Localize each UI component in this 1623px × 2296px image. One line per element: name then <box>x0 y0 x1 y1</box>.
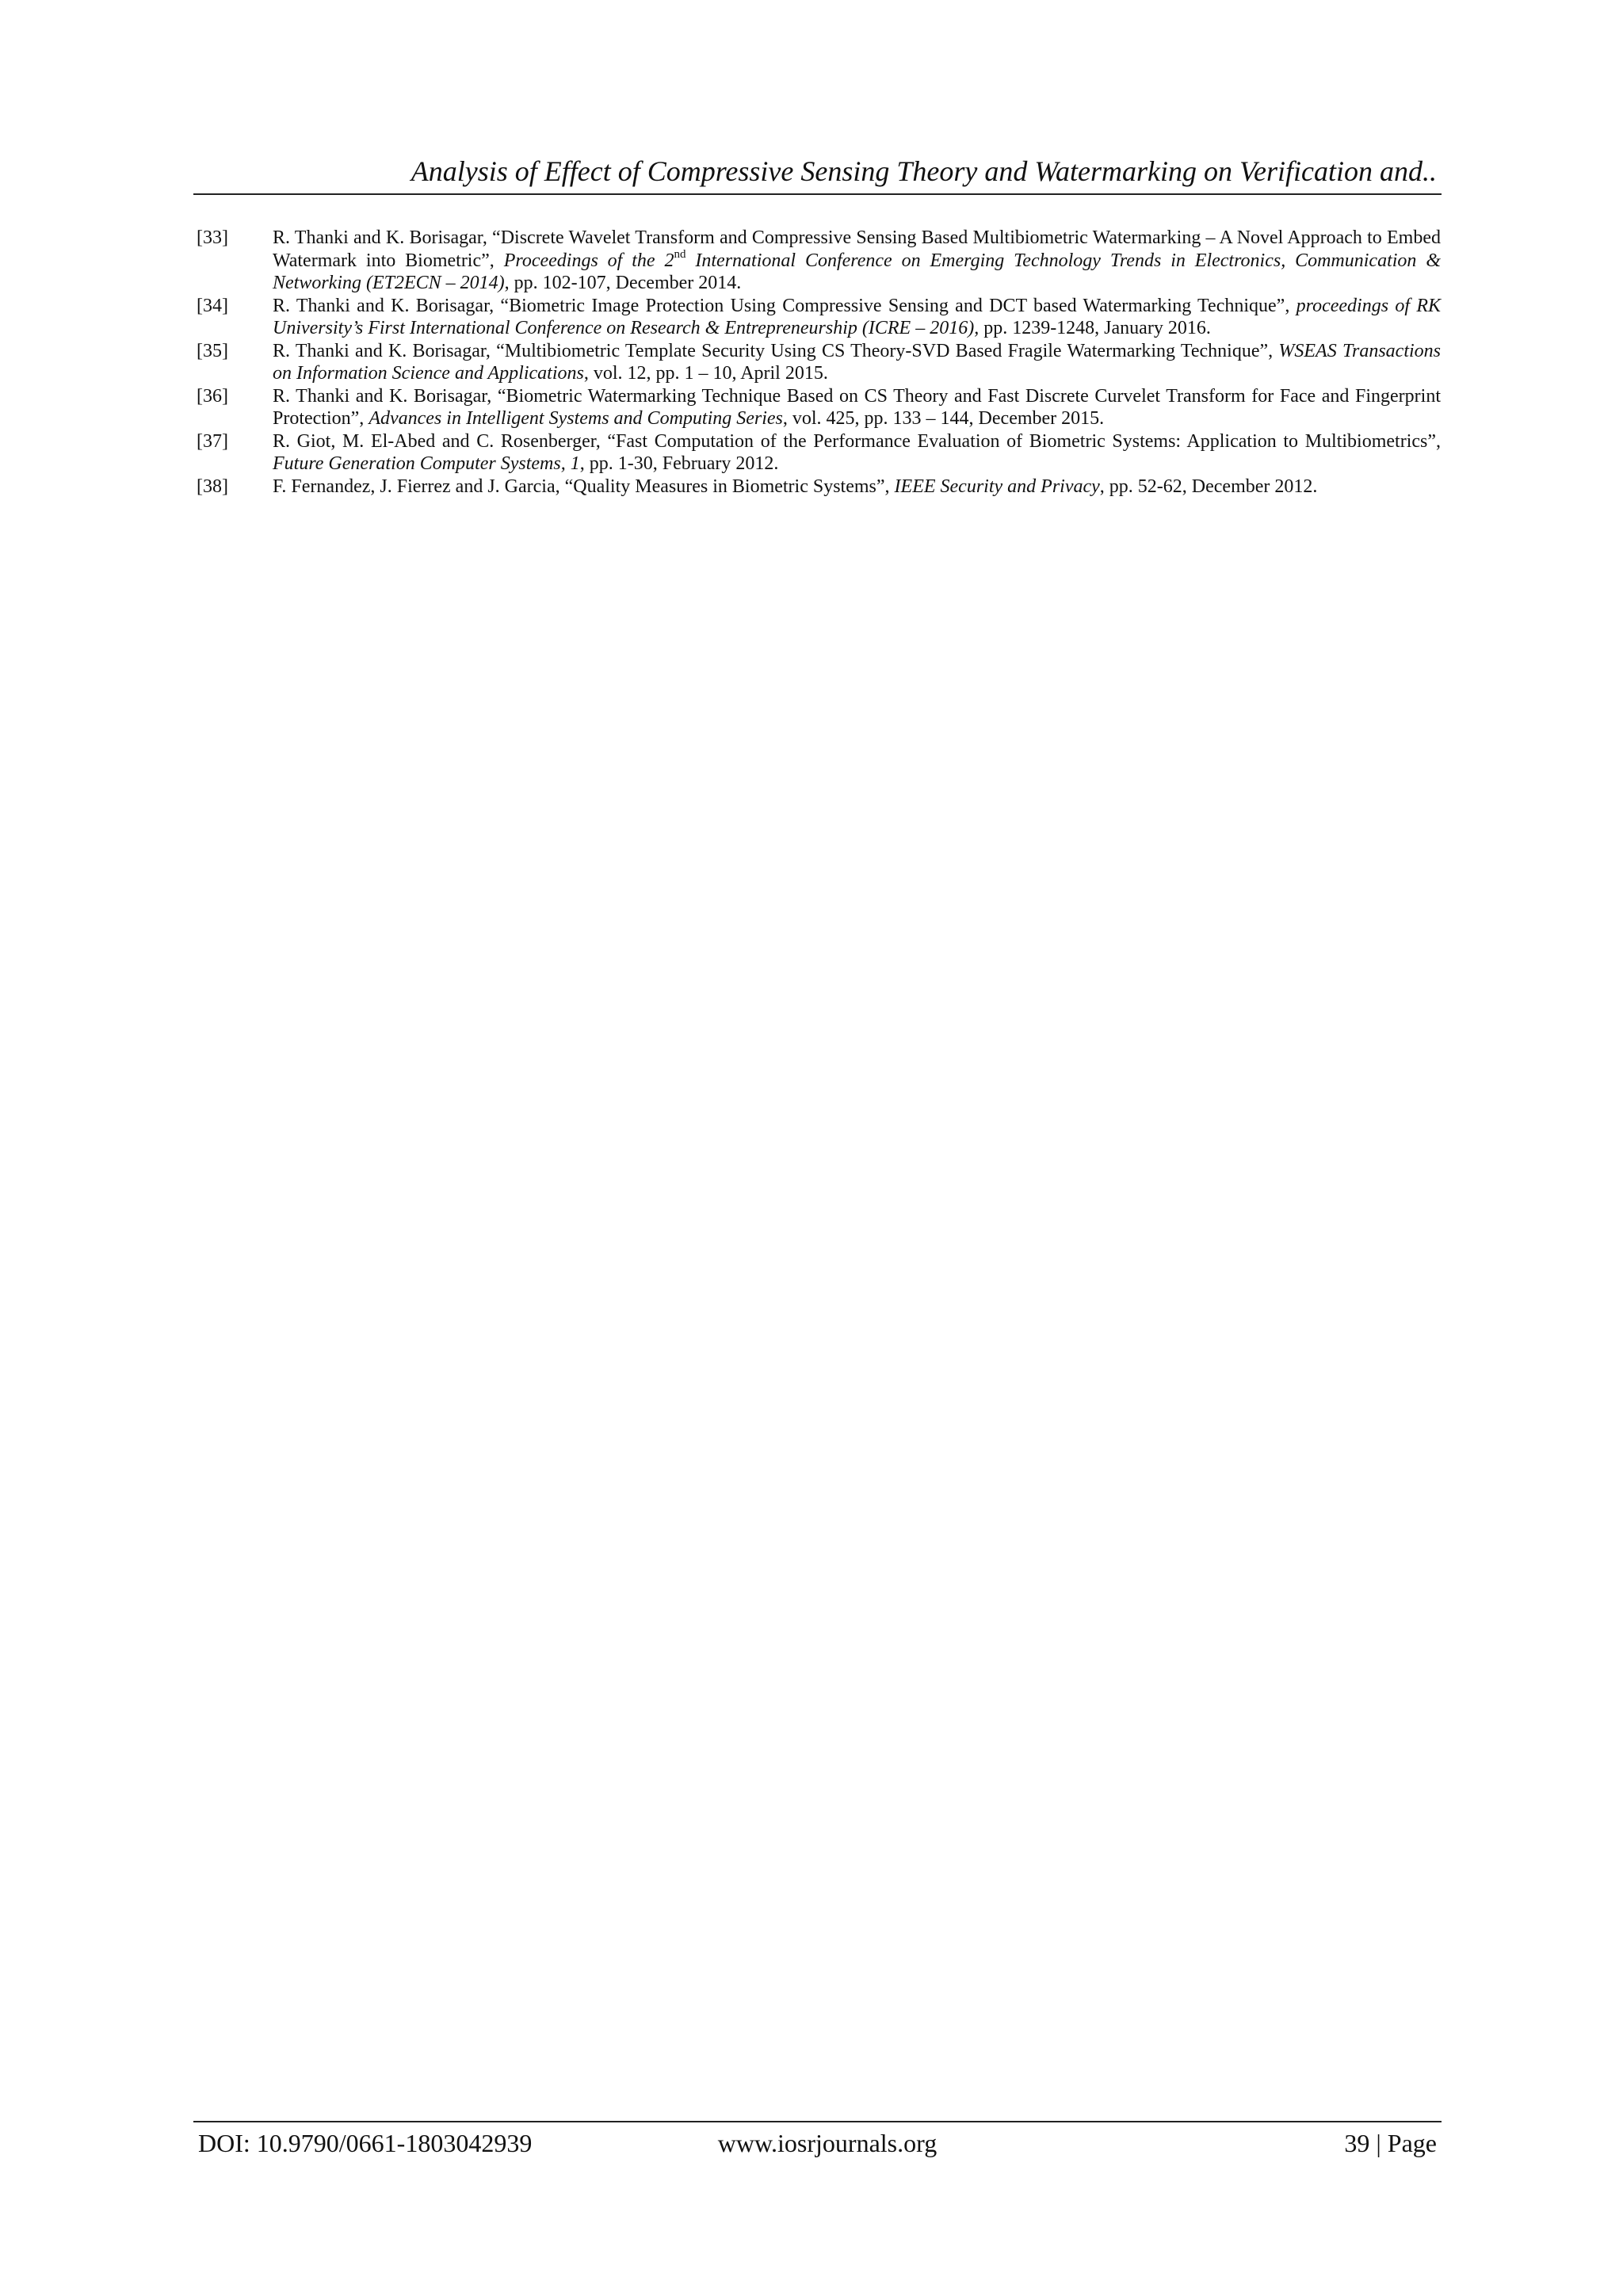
reference-venue: Proceedings of the 2 <box>503 250 674 271</box>
reference-number: [33] <box>197 227 228 248</box>
reference-text <box>273 295 1441 340</box>
reference-text <box>273 340 1441 385</box>
reference-venue: IEEE Security and Privacy <box>894 476 1100 497</box>
reference-number: [35] <box>197 340 228 361</box>
ordinal-superscript: nd <box>674 247 686 261</box>
reference-venue: proceedings of RK University’s First International Conference on Research & Entrepreneurship (ICRE – 2016), <box>273 295 1442 338</box>
reference-details: , vol. 425, pp. 133 – 144, December 2015. <box>782 408 1105 429</box>
reference-authors-title: R. Thanki and K. Borisagar, “Biometric Image Protection Using Compressive Sensing and DCT based Watermarking Technique”, <box>273 295 1296 316</box>
reference-venue: Advances in Intelligent Systems and Computing Series <box>369 408 783 429</box>
reference-number: [38] <box>197 476 228 497</box>
reference-authors-title: R. Thanki and K. Borisagar, “Multibiometric Template Security Using CS Theory-SVD Based Fragile Watermarking Technique”, <box>273 340 1279 361</box>
running-title: Analysis of Effect of Compressive Sensing Theory and Watermarking on Verification and.. <box>411 155 1437 187</box>
reference-details: pp. 1239-1248, January 2016. <box>979 318 1211 338</box>
reference-list <box>197 227 1441 498</box>
reference-item <box>197 476 1441 499</box>
reference-item <box>197 430 1441 476</box>
reference-item <box>197 340 1441 385</box>
reference-authors-title: R. Thanki and K. Borisagar, “Biometric Watermarking Technique Based on CS Theory and Fast Discrete Curvelet Transform for Face and Fingerprint Protection”, <box>273 385 1441 429</box>
reference-text <box>273 476 1441 499</box>
reference-details: , vol. 12, pp. 1 – 10, April 2015. <box>583 363 828 384</box>
reference-venue-cont: International Conference on Emerging Technology Trends in Electronics, Communication & Networking (ET2ECN – 2014) <box>273 250 1441 293</box>
reference-venue: Future Generation Computer Systems, 1 <box>273 453 580 474</box>
reference-number: [36] <box>197 385 228 407</box>
doi-text: DOI: 10.9790/0661-1803042939 <box>198 2129 533 2157</box>
reference-authors-title: R. Giot, M. El-Abed and C. Rosenberger, “Fast Computation of the Performance Evaluation of Biometric Systems: Application to Multibiometrics”, <box>273 430 1441 452</box>
reference-details: , pp. 1-30, February 2012. <box>579 453 779 474</box>
reference-text <box>273 430 1441 476</box>
reference-number: [37] <box>197 430 228 452</box>
page-footer <box>193 2121 1442 2162</box>
reference-venue: WSEAS Transactions on Information Science and Applications <box>273 340 1442 384</box>
reference-authors-title: R. Thanki and K. Borisagar, “Discrete Wavelet Transform and Compressive Sensing Based Multibiometric Watermarking – A Novel Approach to Embed Watermark into Biometric”, <box>273 227 1441 271</box>
journal-site-link[interactable]: www.iosrjournals.org <box>717 2129 938 2157</box>
reference-number: [34] <box>197 295 228 316</box>
page-number: 39 | Page <box>1344 2129 1437 2157</box>
reference-details: , pp. 52-62, December 2012. <box>1099 476 1318 497</box>
reference-item <box>197 295 1441 340</box>
reference-text <box>273 385 1441 430</box>
reference-authors-title: F. Fernandez, J. Fierrez and J. Garcia, “Quality Measures in Biometric Systems”, <box>273 476 895 497</box>
page-header <box>193 151 1442 195</box>
reference-item <box>197 385 1441 430</box>
reference-item <box>197 227 1441 295</box>
reference-text <box>273 227 1441 295</box>
reference-details: , pp. 102-107, December 2014. <box>504 273 742 293</box>
